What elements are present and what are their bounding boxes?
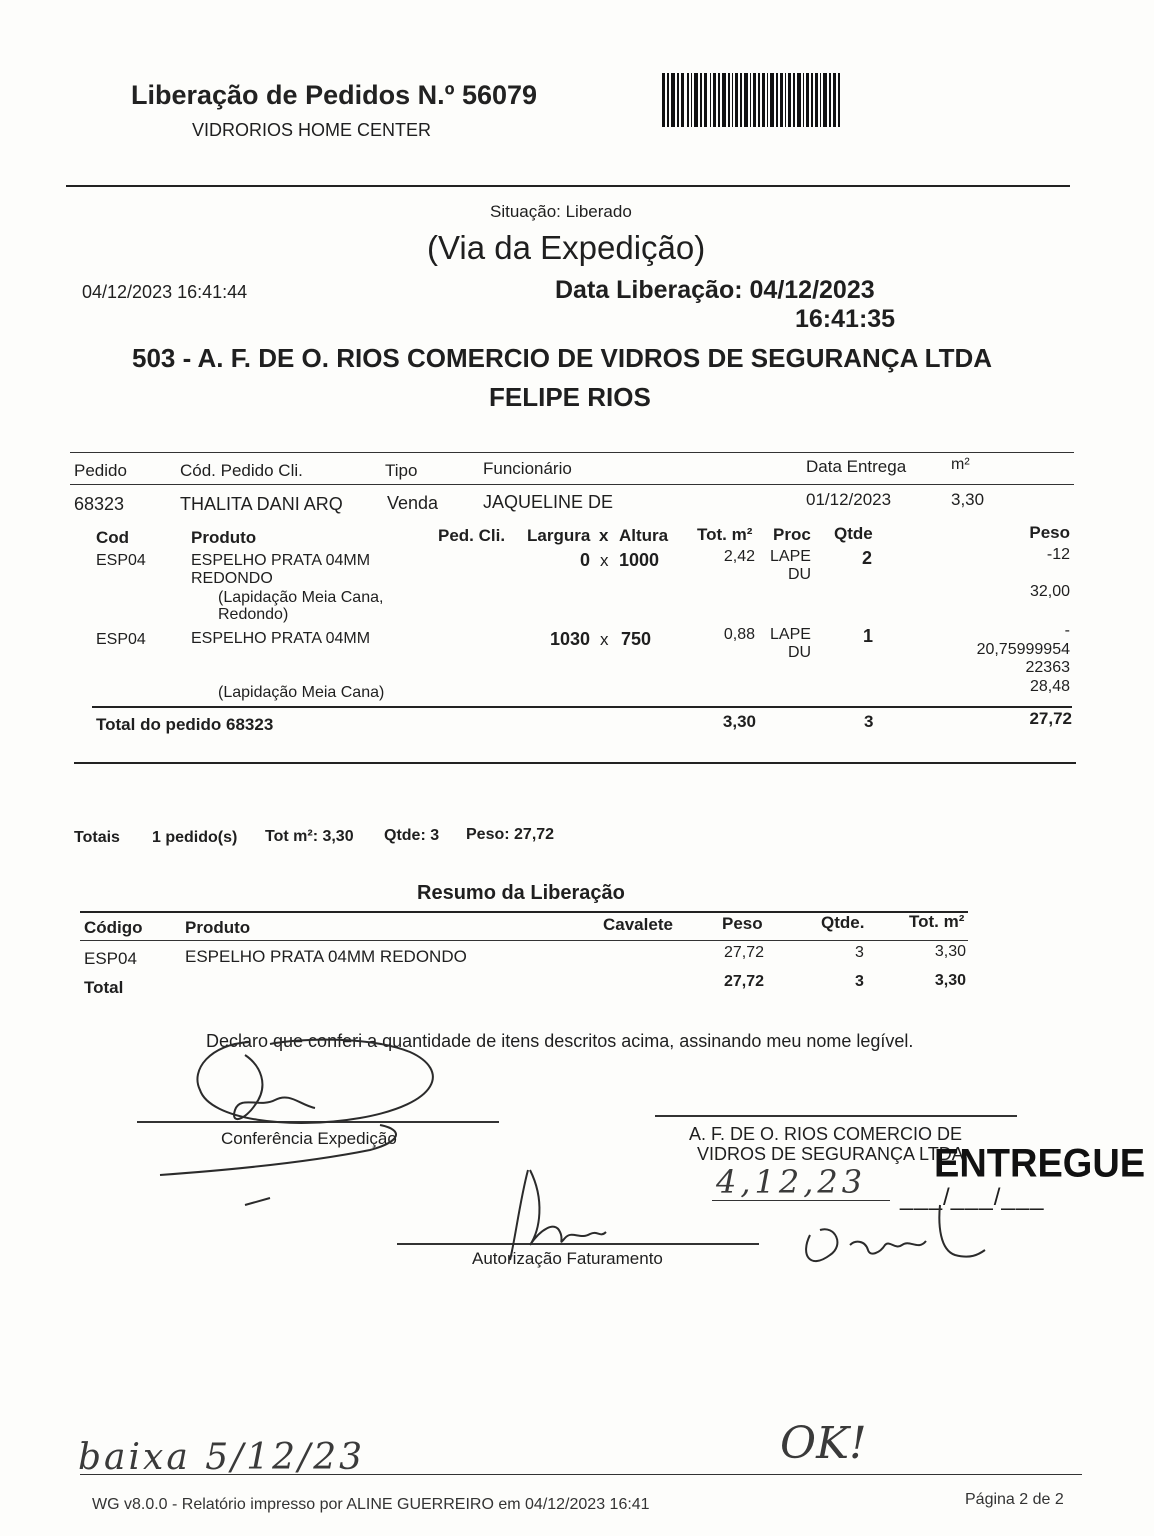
summary-row-tot-m2: 3,30 bbox=[934, 943, 966, 960]
item-1-largura: 0 bbox=[579, 550, 590, 570]
company-name: VIDRORIOS HOME CENTER bbox=[192, 120, 432, 140]
summary-total-qtde: 3 bbox=[855, 973, 864, 990]
customer-contact: FELIPE RIOS bbox=[489, 382, 651, 412]
summary-total-peso: 27,72 bbox=[723, 973, 764, 990]
item-1-x: x bbox=[600, 551, 609, 570]
declaration-text: Declaro que conferi a quantidade de itens descritos acima, assinando meu nome legível. bbox=[206, 1031, 914, 1051]
order-employee: JAQUELINE DE bbox=[483, 492, 614, 512]
totals-peso: Peso: 27,72 bbox=[466, 826, 555, 843]
release-date-value: 04/12/2023 bbox=[749, 276, 875, 304]
items-total-divider bbox=[92, 706, 1072, 708]
items-col-largura: Largura bbox=[527, 526, 591, 545]
order-total-peso: 27,72 bbox=[1029, 709, 1072, 728]
item-1-peso: -12 bbox=[1046, 546, 1070, 563]
signature-line-company bbox=[655, 1115, 1017, 1117]
summary-row-qtde: 3 bbox=[855, 944, 864, 961]
order-type: Venda bbox=[387, 493, 439, 513]
barcode-icon bbox=[662, 73, 840, 127]
company-sign-line-1: A. F. DE O. RIOS COMERCIO DE bbox=[689, 1124, 963, 1144]
order-total-qtde: 3 bbox=[864, 712, 874, 731]
order-header-divider bbox=[70, 484, 1074, 485]
summary-col-tot-m2: Tot. m² bbox=[909, 912, 965, 931]
items-col-tot-m2: Tot. m² bbox=[697, 525, 753, 544]
items-col-produto: Produto bbox=[191, 528, 257, 547]
document-title: Liberação de Pedidos N.º 56079 bbox=[131, 80, 538, 110]
col-data-entrega: Data Entrega bbox=[806, 457, 907, 476]
order-number: 68323 bbox=[74, 494, 125, 514]
order-client-code: THALITA DANI ARQ bbox=[180, 494, 343, 514]
item-1-qtde: 2 bbox=[862, 548, 873, 568]
item-2-peso: - bbox=[1064, 622, 1070, 639]
label-conferencia-expedicao: Conferência Expedição bbox=[221, 1129, 397, 1148]
summary-col-cavalete: Cavalete bbox=[603, 915, 673, 934]
header-divider bbox=[66, 185, 1070, 187]
release-time: 16:41:35 bbox=[795, 305, 896, 333]
item-2-proc-2: DU bbox=[788, 644, 812, 661]
order-m2: 3,30 bbox=[951, 490, 985, 509]
footer-printed-by: WG v8.0.0 - Relatório impresso por ALINE GUERREIRO em 04/12/2023 16:41 bbox=[92, 1496, 650, 1513]
item-1-tot-m2: 2,42 bbox=[723, 548, 755, 565]
via-title: (Via da Expedição) bbox=[427, 229, 706, 266]
stamp-date-blanks: ___/___/___ bbox=[900, 1184, 1045, 1211]
summary-title: Resumo da Liberação bbox=[417, 882, 625, 904]
item-2-peso-2: 20,75999954 bbox=[976, 641, 1070, 658]
item-1-peso-2: 32,00 bbox=[1029, 583, 1070, 600]
item-2-proc: LAPE bbox=[770, 626, 811, 643]
release-label: Data Liberação: bbox=[555, 276, 743, 304]
totals-m2: Tot m²: 3,30 bbox=[265, 828, 354, 845]
item-2-peso-4: 28,48 bbox=[1029, 678, 1070, 695]
items-col-peso: Peso bbox=[1029, 523, 1070, 542]
item-2-x: x bbox=[600, 630, 609, 649]
summary-row-codigo: ESP04 bbox=[84, 949, 137, 968]
col-pedido: Pedido bbox=[74, 461, 127, 480]
summary-col-qtde: Qtde. bbox=[821, 913, 865, 932]
item-1-produto-2: REDONDO bbox=[191, 570, 273, 587]
handwritten-baixa: baixa 5/12/23 bbox=[78, 1437, 366, 1478]
summary-col-codigo: Código bbox=[84, 918, 143, 937]
totals-pedidos: 1 pedido(s) bbox=[152, 829, 238, 846]
summary-total-tot-m2: 3,30 bbox=[934, 972, 966, 989]
item-2-qtde: 1 bbox=[863, 626, 874, 646]
totals-qtde: Qtde: 3 bbox=[384, 827, 440, 844]
order-total-label: Total do pedido 68323 bbox=[96, 715, 274, 734]
items-col-altura: Altura bbox=[619, 526, 669, 545]
order-top-divider bbox=[70, 452, 1074, 453]
handwritten-date-underline bbox=[712, 1200, 890, 1201]
col-cod-pedido-cli: Cód. Pedido Cli. bbox=[180, 461, 303, 480]
company-sign-line-2: VIDROS DE SEGURANÇA LTDA bbox=[697, 1144, 964, 1164]
signature-conferencia-icon bbox=[150, 1030, 470, 1220]
item-2-obs: (Lapidação Meia Cana) bbox=[218, 684, 385, 701]
item-2-altura: 750 bbox=[621, 629, 652, 649]
items-col-qtde: Qtde bbox=[834, 524, 873, 543]
summary-row-produto: ESPELHO PRATA 04MM REDONDO bbox=[185, 947, 467, 966]
order-total-m2: 3,30 bbox=[722, 712, 756, 731]
summary-row-peso: 27,72 bbox=[723, 944, 764, 961]
summary-col-peso: Peso bbox=[722, 914, 763, 933]
items-col-cod: Cod bbox=[96, 528, 130, 547]
label-autorizacao-faturamento: Autorização Faturamento bbox=[472, 1249, 663, 1268]
footer-page-number: Página 2 de 2 bbox=[965, 1491, 1064, 1508]
signature-autorizacao-icon bbox=[500, 1160, 620, 1270]
order-delivery-date: 01/12/2023 bbox=[806, 490, 892, 509]
items-col-ped-cli: Ped. Cli. bbox=[438, 526, 506, 545]
item-1-altura: 1000 bbox=[619, 550, 660, 570]
item-2-tot-m2: 0,88 bbox=[723, 626, 755, 643]
item-1-proc-2: DU bbox=[788, 566, 812, 583]
summary-total-label: Total bbox=[84, 978, 124, 997]
signature-company-icon bbox=[790, 1195, 990, 1275]
summary-header-divider bbox=[80, 940, 968, 941]
item-2-largura: 1030 bbox=[549, 629, 590, 649]
status-text: Situação: Liberado bbox=[490, 202, 632, 221]
item-1-cod: ESP04 bbox=[96, 552, 146, 569]
item-1-produto: ESPELHO PRATA 04MM bbox=[191, 552, 371, 569]
handwritten-delivery-date: 4,12,23 bbox=[716, 1163, 867, 1201]
col-m2: m² bbox=[951, 456, 970, 473]
item-2-produto: ESPELHO PRATA 04MM bbox=[191, 630, 371, 647]
totals-label: Totais bbox=[74, 829, 120, 846]
item-1-obs-2: Redondo) bbox=[218, 606, 289, 623]
item-1-obs: (Lapidação Meia Cana, bbox=[218, 589, 384, 606]
item-1-proc: LAPE bbox=[770, 548, 811, 565]
order-bottom-divider bbox=[74, 762, 1076, 764]
printed-datetime: 04/12/2023 16:41:44 bbox=[82, 282, 248, 302]
item-2-peso-3: 22363 bbox=[1025, 659, 1070, 676]
summary-col-produto: Produto bbox=[185, 918, 251, 937]
col-tipo: Tipo bbox=[385, 461, 418, 480]
customer-name: 503 - A. F. DE O. RIOS COMERCIO DE VIDROS DE SEGURANÇA LTDA bbox=[132, 343, 993, 373]
handwritten-ok: OK! bbox=[780, 1418, 867, 1469]
col-funcionario: Funcionário bbox=[483, 459, 572, 478]
release-date bbox=[555, 276, 875, 305]
entregue-stamp: ENTREGUE bbox=[934, 1141, 1146, 1187]
items-col-x: x bbox=[599, 526, 609, 545]
items-col-proc: Proc bbox=[773, 525, 811, 544]
item-2-cod: ESP04 bbox=[96, 631, 146, 648]
footer-divider bbox=[80, 1474, 1082, 1475]
